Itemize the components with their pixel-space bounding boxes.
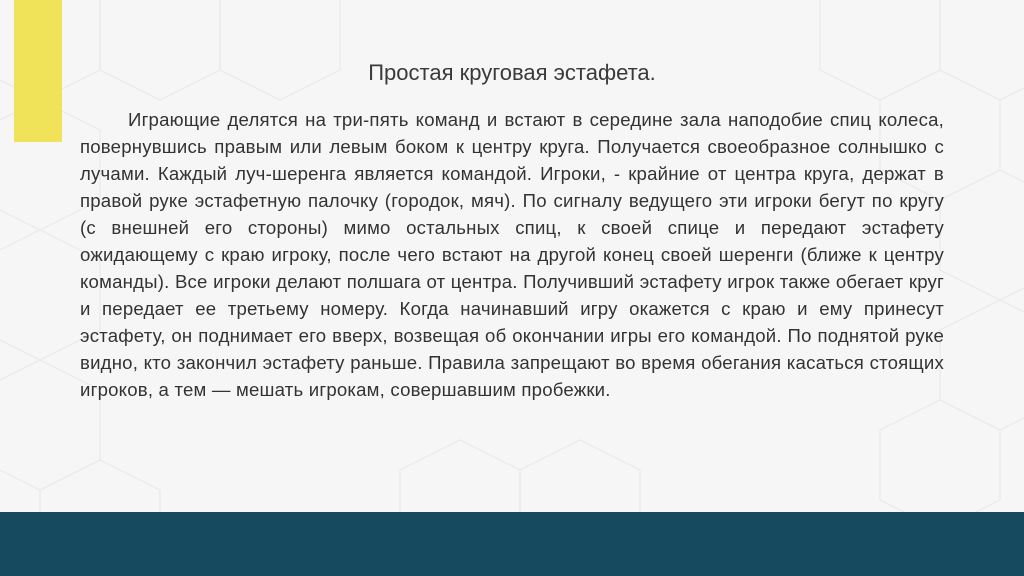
footer-band	[0, 512, 1024, 576]
slide-body-text: Играющие делятся на три-пять команд и встают в середине зала наподобие спиц колеса, повернувшись правым или левым боком к центру круга. Получается своеобразное солнышко с лучами. Каждый луч-шеренга является командой. Игроки, - крайние от центра круга, держат в правой руке эстафетную палочку (городок, мяч). По сигналу ведущего эти игроки бегут по кругу (с внешней его стороны) мимо остальных спиц, к своей спице и передают эстафету ожидающему с краю игроку, после чего встают на другой конец своей шеренги (ближе к центру команды). Все игроки делают полшага от центра. Получивший эстафету игрок также обегает круг и передает ее третьему номеру. Когда начинавший игру окажется с краю и ему принесут эстафету, он поднимает его вверх, возвещая об окончании игры его командой. По поднятой руке видно, кто закончил эстафету раньше. Правила запрещают во время обегания касаться стоящих игроков, а тем — мешать игрокам, совершавшим пробежки.	[80, 109, 944, 400]
slide-title: Простая круговая эстафета.	[368, 60, 656, 85]
